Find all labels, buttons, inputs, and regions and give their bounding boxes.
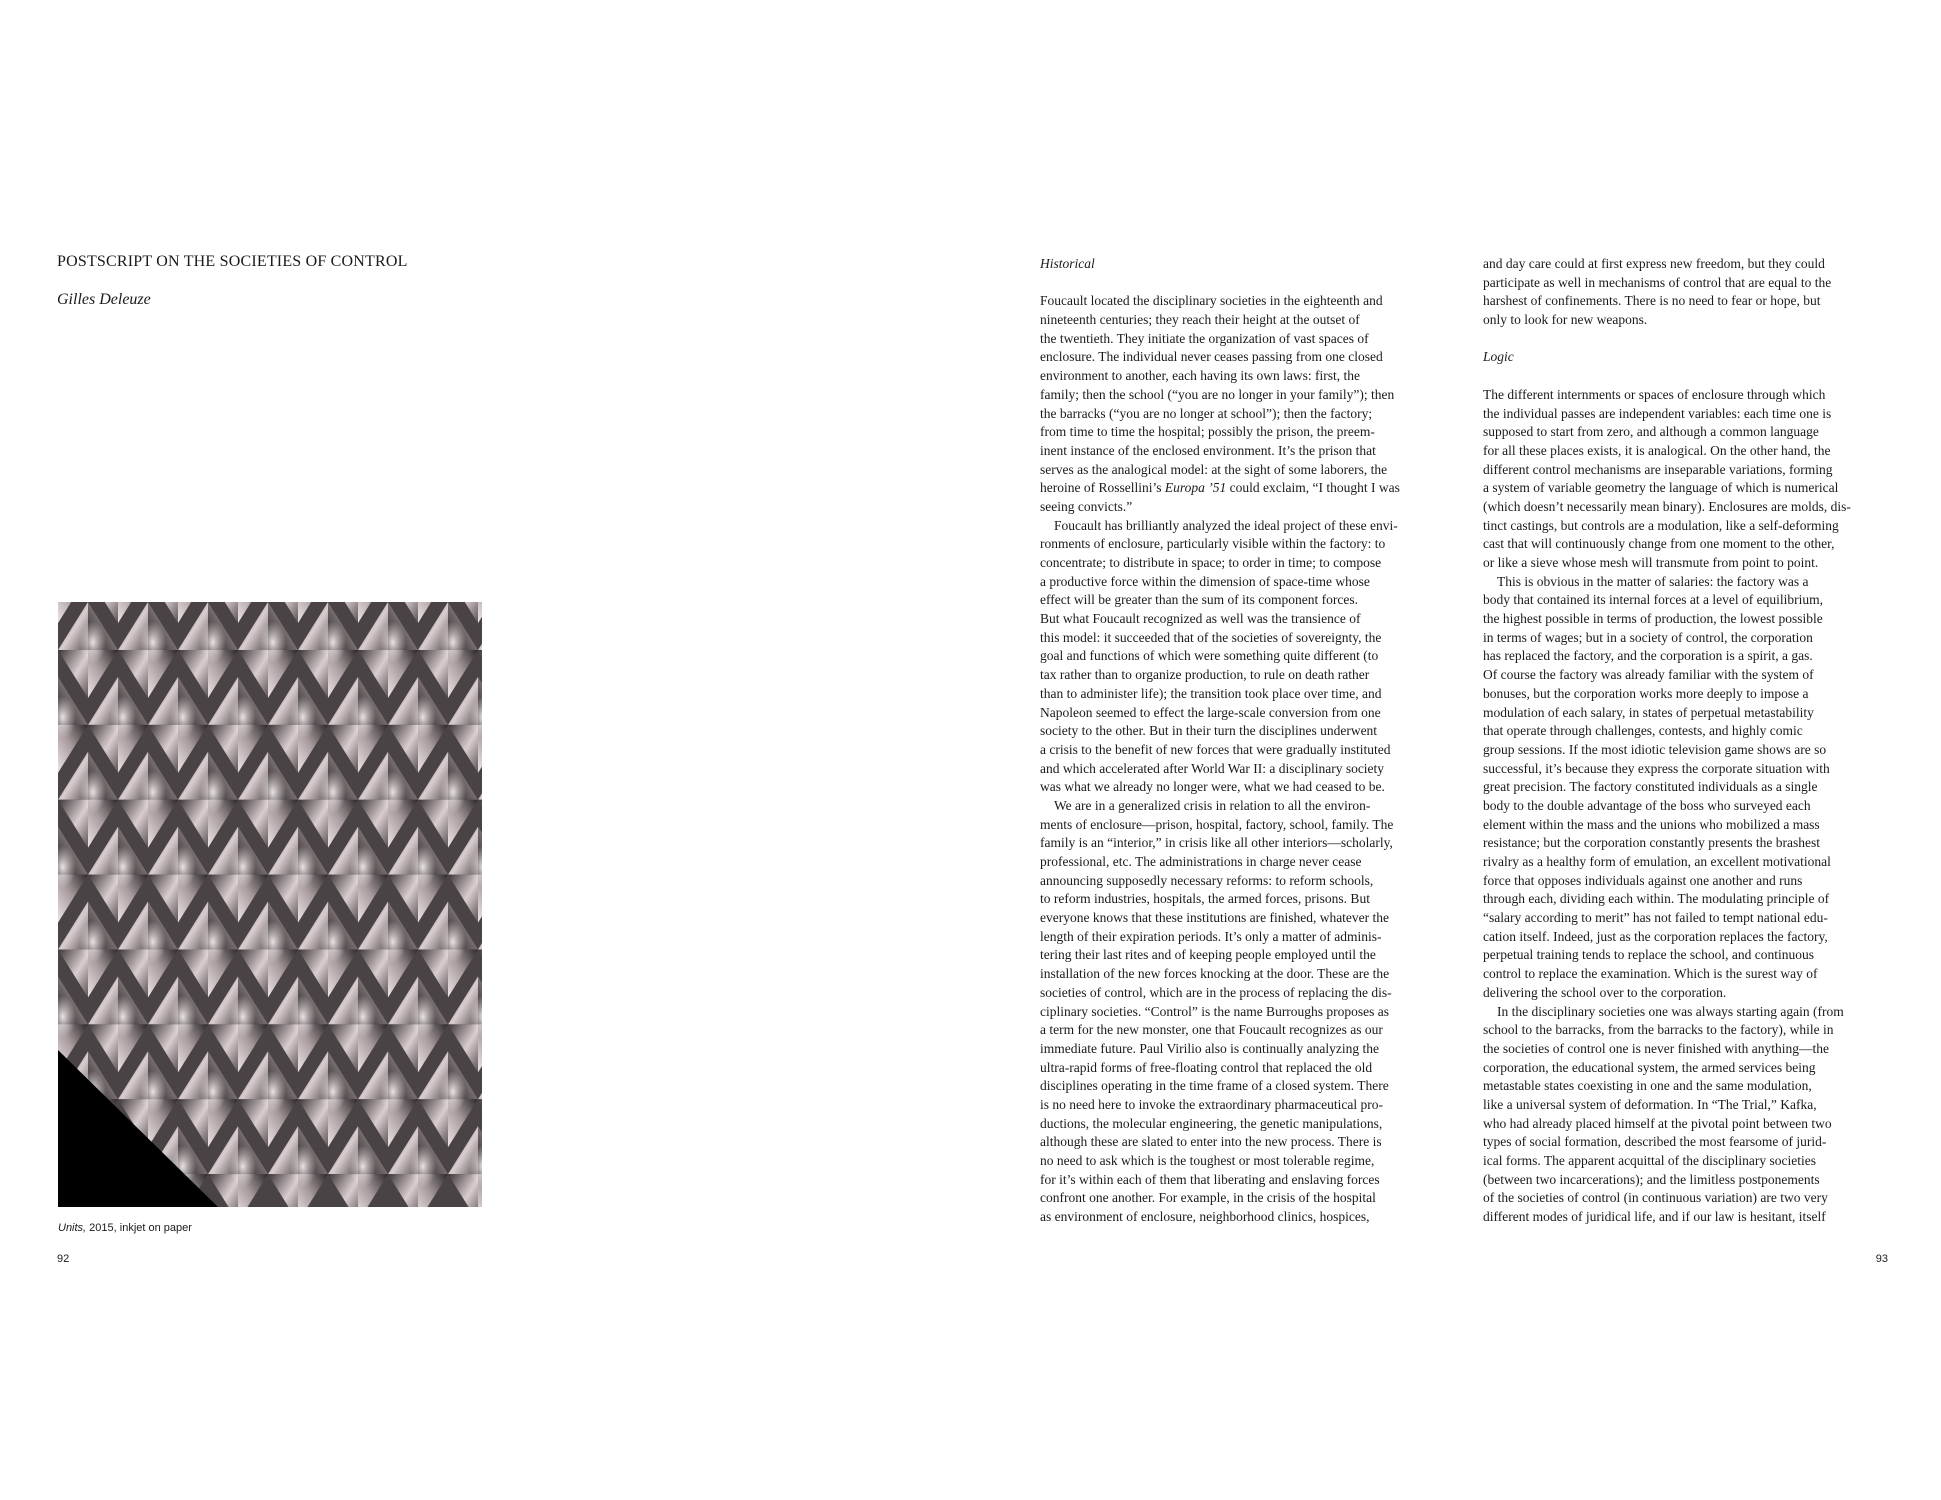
text-line: through each, dividing each within. The modulating principle of [1483, 891, 1830, 907]
page-number-left: 92 [57, 1253, 70, 1265]
artwork-highlight [200, 771, 226, 813]
artwork-highlight [140, 621, 166, 663]
text-line: ciplinary societies. “Control” is the name Burroughs proposes as [1040, 1003, 1390, 1019]
text-line: But what Foucault recognized as well was the transience of [1040, 611, 1361, 627]
text-line: bonuses, but the corporation works more deeply to impose a [1483, 685, 1809, 701]
artwork-highlight [440, 621, 466, 663]
text-column-1 [1040, 255, 1445, 1227]
text-line: for all these places exists, it is analogical. On the other hand, the [1483, 442, 1831, 458]
artwork-highlight [110, 696, 136, 738]
text-line: a crisis to the benefit of new forces that were gradually instituted [1040, 741, 1391, 757]
artwork-highlight [290, 996, 316, 1038]
text-line: environment to another, each having its own laws: first, the [1040, 368, 1361, 384]
section-heading-logic: Logic [1483, 349, 1514, 365]
artwork-highlight [110, 996, 136, 1038]
artwork-highlight [350, 846, 376, 888]
artwork-highlight [170, 846, 196, 888]
text-line: effect will be greater than the sum of its component forces. [1040, 592, 1359, 608]
text-line: to reform industries, hospitals, the armed forces, prisons. But [1040, 891, 1370, 907]
text-line: body to the double advantage of the boss who surveyed each [1483, 797, 1811, 813]
text-line: and which accelerated after World War II: a disciplinary society [1040, 760, 1385, 776]
text-line: length of their expiration periods. It’s only a matter of adminis- [1040, 928, 1382, 944]
text-line: a term for the new monster, one that Foucault recognizes as our [1040, 1022, 1383, 1038]
text-line: delivering the school over to the corporation. [1483, 984, 1727, 1000]
artwork-highlight [80, 621, 106, 663]
artwork-highlight [110, 846, 136, 888]
text-line [1040, 479, 1445, 498]
text-line: the societies of control one is never finished with anything—the [1483, 1040, 1830, 1056]
text-line: from time to time the hospital; possibly the prison, the preem- [1040, 424, 1375, 440]
text-line: a productive force within the dimension of space-time whose [1040, 573, 1370, 589]
section-heading-historical: Historical [1040, 256, 1095, 271]
text-line: professional, etc. The administrations in charge never cease [1040, 854, 1362, 869]
text-line: metastable states coexisting in one and the same modulation, [1483, 1078, 1812, 1094]
text-line: ronments of enclosure, particularly visible within the factory: to [1040, 536, 1386, 552]
caption-details: 2015, inkjet on paper [86, 1222, 192, 1234]
text-line: as environment of enclosure, neighborhood clinics, hospices, [1040, 1209, 1370, 1225]
text-line: element within the mass and the unions who mobilized a mass [1483, 816, 1820, 832]
text-line: for it’s within each of them that liberating and enslaving forces [1040, 1171, 1380, 1187]
text-line: goal and functions of which were something quite different (to [1040, 648, 1379, 664]
text-line: is no need here to invoke the extraordinary pharmaceutical pro- [1040, 1096, 1383, 1112]
text-line: group sessions. If the most idiotic television game shows are so [1483, 741, 1827, 757]
artwork-highlight [320, 1070, 346, 1112]
artwork-highlight [260, 921, 286, 963]
text-line: the highest possible in terms of production, the lowest possible [1483, 611, 1823, 627]
text-line: successful, it’s because they express the corporate situation with [1483, 760, 1830, 776]
artwork-highlight [230, 1145, 256, 1187]
text-line: that operate through challenges, contests, and highly comic [1483, 723, 1803, 739]
artwork-highlight [230, 696, 256, 738]
text-line: In the disciplinary societies one was always starting again (from [1497, 1003, 1844, 1019]
text-line: the individual passes are independent variables: each time one is [1483, 405, 1832, 421]
text-line: inent instance of the enclosed environment. It’s the prison that [1040, 442, 1376, 458]
text-line: than to administer life); the transition took place over time, and [1040, 685, 1382, 701]
text-line: supposed to start from zero, and although a common language [1483, 424, 1819, 440]
text-line: Foucault has brilliantly analyzed the ideal project of these envi- [1054, 517, 1398, 533]
text-line: This is obvious in the matter of salaries: the factory was a [1497, 573, 1809, 589]
text-line: participate as well in mechanisms of control that are equal to the [1483, 274, 1832, 290]
text-line: cation itself. Indeed, just as the corporation replaces the factory, [1483, 928, 1828, 944]
text-line: control to replace the examination. Which is the surest way of [1483, 966, 1818, 982]
text-line: school to the barracks, from the barracks to the factory), while in [1483, 1022, 1834, 1038]
artwork-highlight [440, 921, 466, 963]
text-line: and day care could at first express new freedom, but they could [1483, 256, 1825, 271]
text-line: ultra-rapid forms of free-floating control that replaced the old [1040, 1059, 1373, 1075]
artwork-highlight [350, 696, 376, 738]
page-number-right: 93 [1875, 1253, 1888, 1265]
text-line: modulation of each salary, in states of perpetual metastability [1483, 704, 1814, 720]
text-line: We are in a generalized crisis in relation to all the environ- [1054, 797, 1371, 813]
text-line: ical forms. The apparent acquittal of the disciplinary societies [1483, 1153, 1817, 1168]
text-line: The different internments or spaces of enclosure through which [1483, 386, 1826, 402]
text-line: ductions, the molecular engineering, the genetic manipulations, [1040, 1115, 1383, 1131]
artwork-highlight [410, 846, 436, 888]
essay-title: POSTSCRIPT ON THE SOCIETIES OF CONTROL [57, 253, 408, 270]
text-line: different control mechanisms are inseparable variations, forming [1483, 461, 1833, 477]
text-line: societies of control, which are in the process of replacing the dis- [1040, 984, 1392, 1000]
artwork-highlight [290, 696, 316, 738]
text-line: or like a sieve whose mesh will transmute from point to point. [1483, 555, 1819, 570]
text-line: resistance; but the corporation constantly presents the brashest [1483, 835, 1821, 851]
artwork-highlight [410, 696, 436, 738]
text-line: immediate future. Paul Virilio also is continually analyzing the [1040, 1040, 1379, 1056]
text-line: has replaced the factory, and the corporation is a spirit, a gas. [1483, 648, 1813, 664]
text-line: confront one another. For example, in the crisis of the hospital [1040, 1190, 1376, 1206]
artwork-highlight [140, 771, 166, 813]
text-line: tering their last rites and of keeping people employed until the [1040, 947, 1376, 963]
text-line: enclosure. The individual never ceases passing from one closed [1040, 349, 1383, 365]
text-line: ments of enclosure—prison, hospital, factory, school, family. The [1040, 816, 1394, 832]
text-line: who had already placed himself at the pivotal point between two [1483, 1115, 1832, 1131]
film-title: Europa ’51 [1164, 480, 1227, 496]
essay-author: Gilles Deleuze [57, 291, 151, 308]
text-line: installation of the new forces knocking at the door. These are the [1040, 966, 1390, 982]
text-line: Napoleon seemed to effect the large-scale conversion from one [1040, 704, 1381, 720]
artwork-highlight [350, 996, 376, 1038]
artwork-highlight [140, 1070, 166, 1112]
text-line: was what we already no longer were, what we had ceased to be. [1040, 779, 1385, 795]
text-line: types of social formation, described the most fearsome of jurid- [1483, 1134, 1827, 1150]
artwork-highlight [440, 1070, 466, 1112]
text-line: no need to ask which is the toughest or most tolerable regime, [1040, 1153, 1375, 1168]
artwork-highlight [230, 846, 256, 888]
text-line: this model: it succeeded that of the societies of sovereignty, the [1040, 629, 1382, 645]
artwork-highlight [380, 621, 406, 663]
text-line: concentrate; to distribute in space; to order in time; to compose [1040, 555, 1382, 570]
artwork-image [58, 602, 482, 1207]
artwork-highlight [80, 921, 106, 963]
text-line: Of course the factory was already familiar with the system of [1483, 667, 1814, 683]
text-line: announcing supposedly necessary reforms: to reform schools, [1040, 872, 1374, 888]
text-line: seeing convicts.” [1040, 498, 1133, 514]
text-line: family is an “interior,” in crisis like all other interiors—scholarly, [1040, 835, 1393, 851]
text-line: although these are slated to enter into the new process. There is [1040, 1134, 1382, 1150]
artwork-highlight [170, 696, 196, 738]
text-line: everyone knows that these institutions are finished, whatever the [1040, 910, 1390, 926]
text-line: harshest of confinements. There is no need to fear or hope, but [1483, 293, 1821, 309]
text-line: disciplines operating in the time frame of a closed system. There [1040, 1078, 1389, 1094]
text-line: Foucault located the disciplinary societies in the eighteenth and [1040, 293, 1383, 309]
text-line: like a universal system of deformation. In “The Trial,” Kafka, [1483, 1096, 1817, 1112]
artwork-highlight [260, 771, 286, 813]
artwork-highlight [410, 996, 436, 1038]
text-line: tinct castings, but controls are a modulation, like a self-deforming [1483, 517, 1839, 533]
text-line: force that opposes individuals against one another and runs [1483, 872, 1803, 888]
text-line: family; then the school (“you are no longer in your family”); then [1040, 386, 1395, 402]
artwork-highlight [290, 1145, 316, 1187]
text-line: only to look for new weapons. [1483, 312, 1648, 328]
artwork-highlight [380, 1070, 406, 1112]
text-line: (which doesn’t necessarily mean binary). Enclosures are molds, dis- [1483, 498, 1851, 514]
text-line: body that contained its internal forces at a level of equilibrium, [1483, 592, 1824, 608]
text-line: corporation, the educational system, the armed services being [1483, 1059, 1816, 1075]
artwork-highlight [290, 846, 316, 888]
text-line: in terms of wages; but in a society of control, the corporation [1483, 629, 1813, 645]
text-line: (between two incarcerations); and the limitless postponements [1483, 1171, 1820, 1187]
text-line: a system of variable geometry the language of which is numerical [1483, 480, 1839, 496]
text-line: great precision. The factory constituted individuals as a single [1483, 779, 1818, 795]
artwork-highlight [410, 1145, 436, 1187]
image-caption [58, 1222, 192, 1234]
artwork-highlight [260, 621, 286, 663]
artwork-highlight [380, 771, 406, 813]
text-line: tax rather than to organize production, to rule on death rather [1040, 667, 1370, 683]
artwork-highlight [320, 921, 346, 963]
artwork-highlight [380, 921, 406, 963]
artwork-highlight [320, 621, 346, 663]
artwork-highlight [350, 1145, 376, 1187]
artwork-highlight [200, 621, 226, 663]
text-line: society to the other. But in their turn the disciplines underwent [1040, 723, 1378, 739]
artwork-highlight [320, 771, 346, 813]
text-line: the barracks (“you are no longer at school”); then the factory; [1040, 405, 1373, 421]
artwork-highlight [140, 921, 166, 963]
artwork-highlight [440, 771, 466, 813]
text-fragment: heroine of Rossellini’s [1040, 480, 1165, 496]
text-line: serves as the analogical model: at the sight of some laborers, the [1040, 461, 1388, 477]
artwork-pattern [58, 602, 482, 1207]
text-line: different modes of juridical life, and if our law is hesitant, itself [1483, 1209, 1826, 1225]
text-line: cast that will continuously change from one moment to the other, [1483, 536, 1835, 552]
text-line: nineteenth centuries; they reach their height at the outset of [1040, 312, 1360, 328]
text-column-2 [1483, 255, 1888, 1227]
text-line: the twentieth. They initiate the organization of vast spaces of [1040, 330, 1369, 346]
text-line: of the societies of control (in continuous variation) are two very [1483, 1190, 1828, 1206]
artwork-highlight [200, 1070, 226, 1112]
text-fragment: could exclaim, “I thought I was [1226, 480, 1400, 496]
caption-title: Units, [58, 1222, 87, 1234]
artwork-highlight [200, 921, 226, 963]
artwork-highlight [230, 996, 256, 1038]
artwork-highlight [170, 996, 196, 1038]
artwork-highlight [260, 1070, 286, 1112]
artwork-highlight [80, 771, 106, 813]
text-line: rivalry as a healthy form of emulation, an excellent motivational [1483, 854, 1831, 869]
text-line: “salary according to merit” has not failed to tempt national edu- [1483, 910, 1828, 926]
text-line: perpetual training tends to replace the school, and continuous [1483, 947, 1815, 963]
